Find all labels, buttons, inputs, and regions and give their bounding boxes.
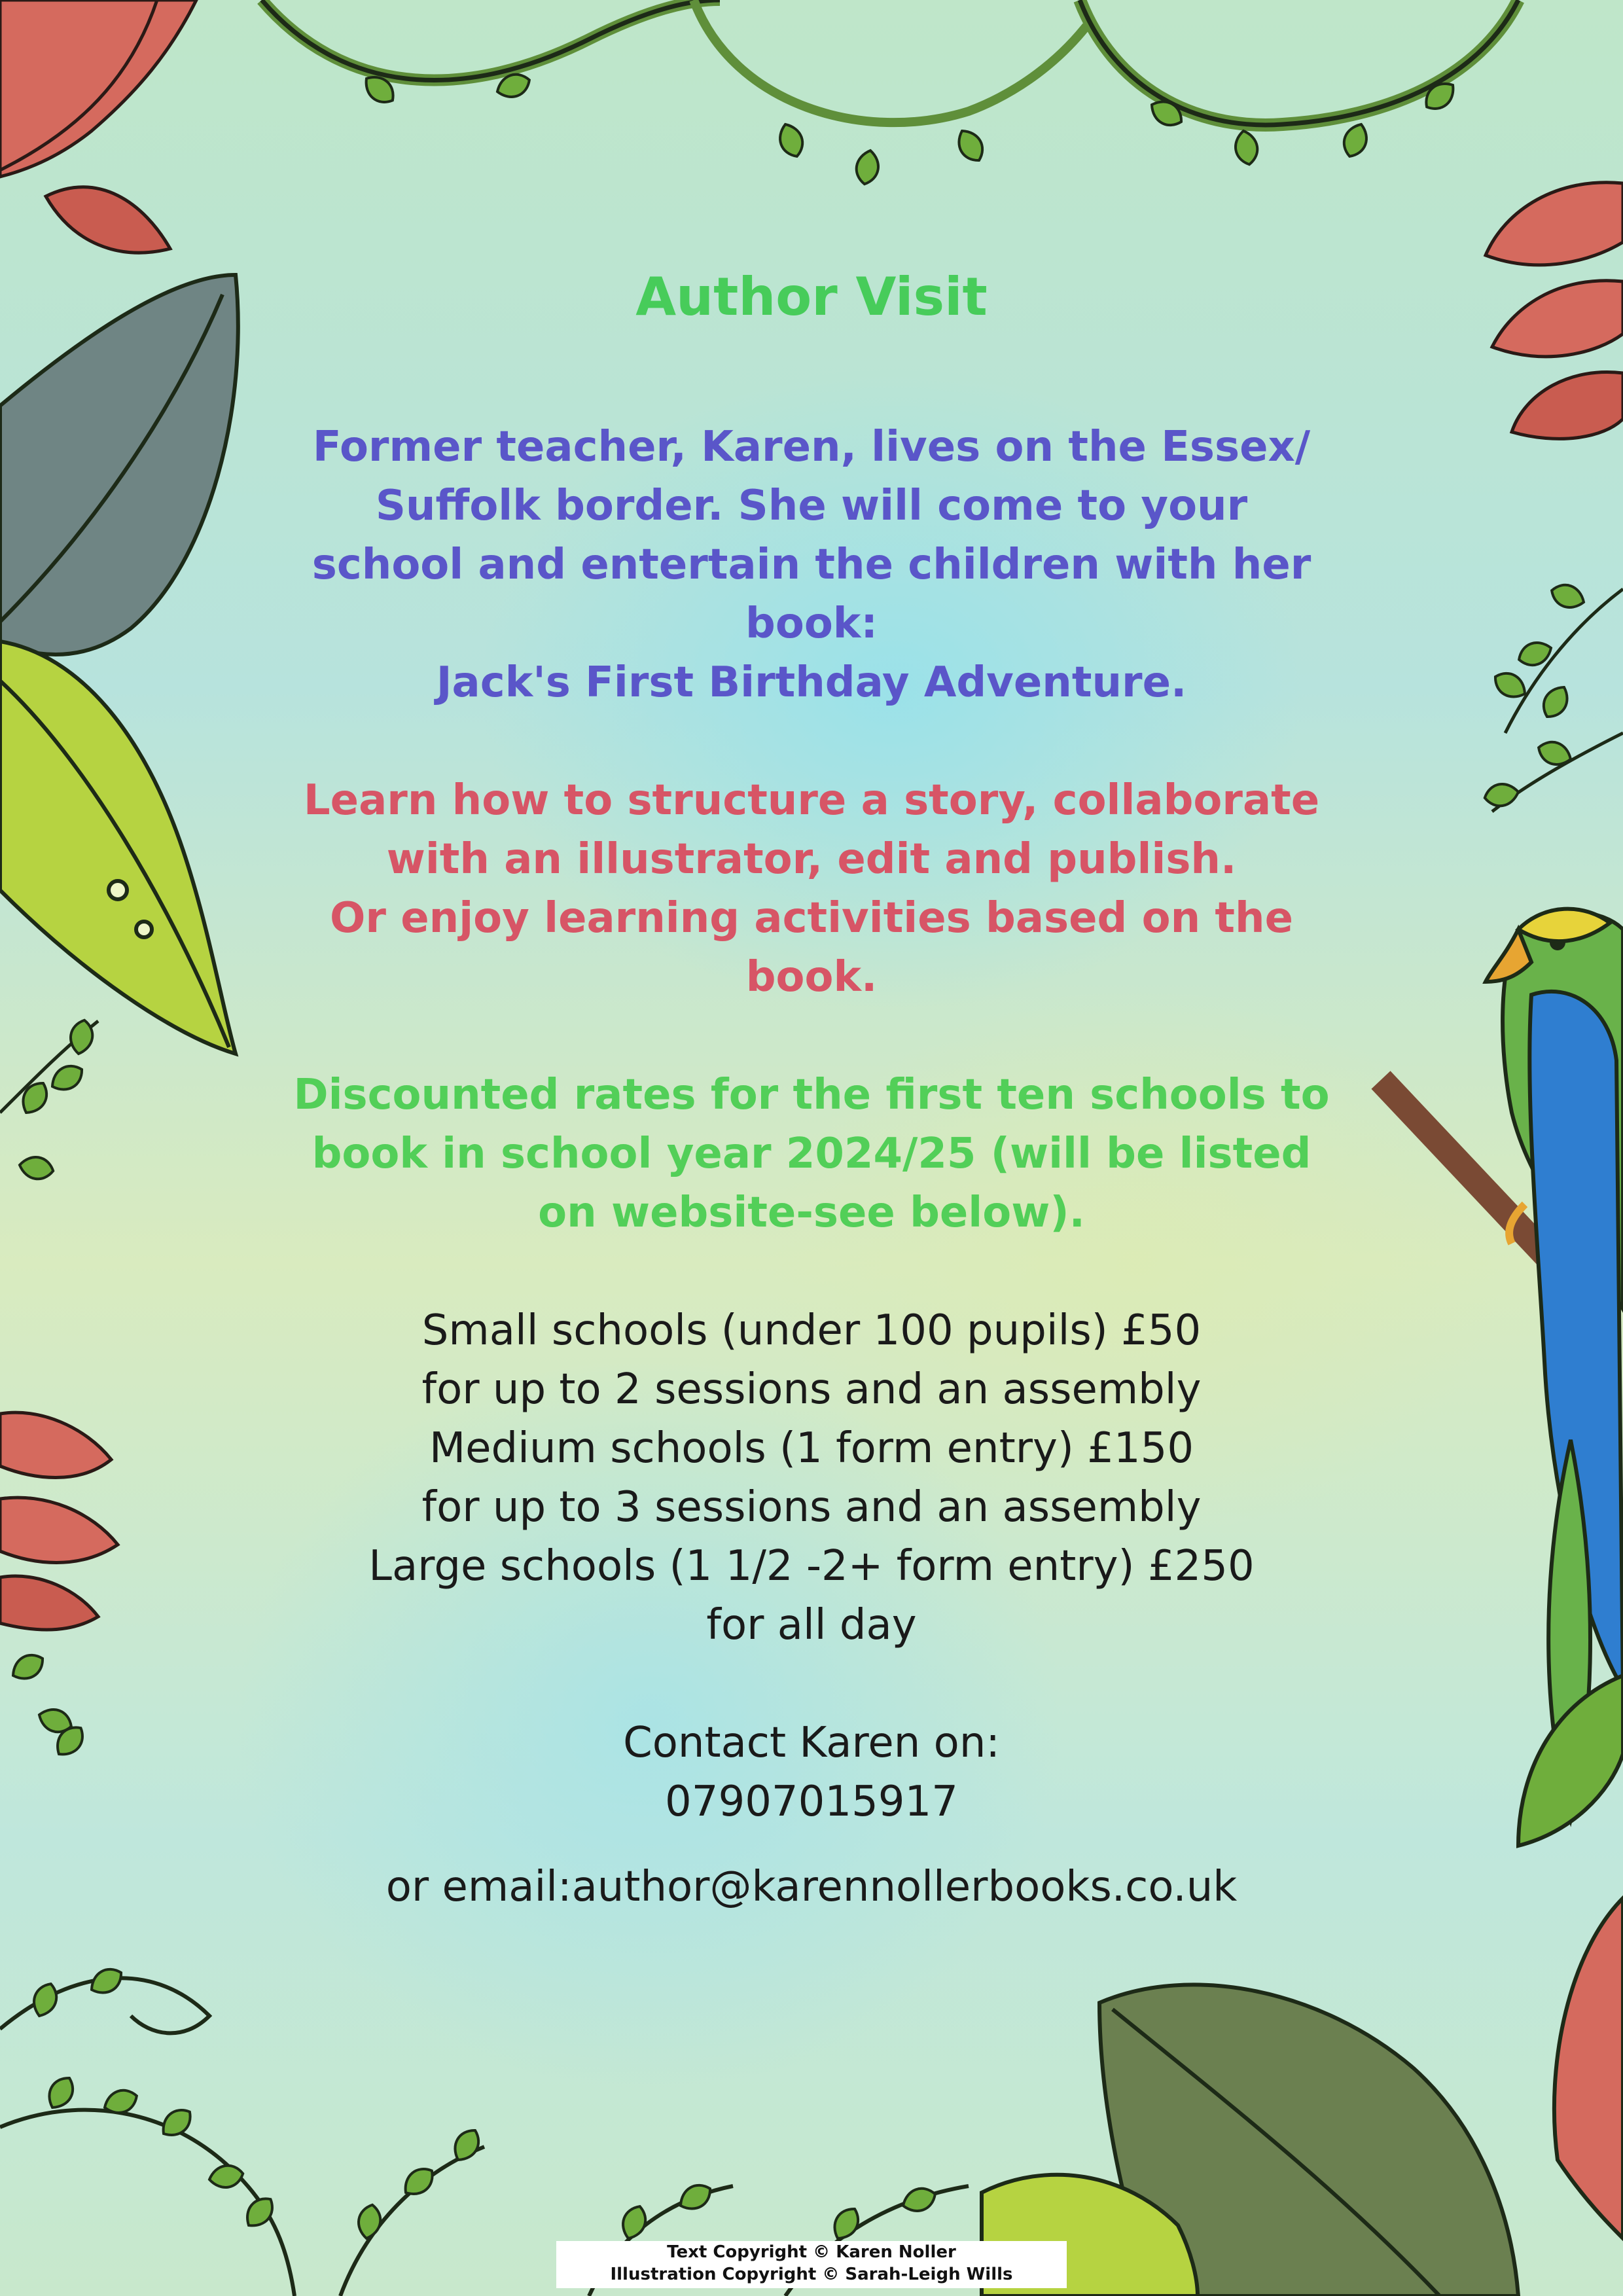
- text-copyright: Text Copyright © Karen Noller: [667, 2242, 956, 2262]
- right-lower-leaves: [1518, 1676, 1623, 2238]
- pricing-line: for all day: [706, 1601, 917, 1649]
- pricing-line: for up to 3 sessions and an assembly: [421, 1483, 1202, 1532]
- pricing-line: Medium schools (1 form entry) £150: [429, 1424, 1194, 1473]
- pricing-line: for up to 2 sessions and an assembly: [421, 1365, 1202, 1414]
- pricing-section: [275, 1301, 1348, 1655]
- pricing-line: Large schools (1 1/2 -2+ form entry) £250: [368, 1542, 1255, 1590]
- intro-line: Former teacher, Karen, lives on the Essex/: [312, 423, 1311, 471]
- contact-phone[interactable]: 07907015917: [665, 1778, 958, 1826]
- workshop-line: Or enjoy learning activities based on the: [330, 894, 1293, 942]
- contact-label: Contact Karen on:: [623, 1719, 1000, 1767]
- workshop-line: with an illustrator, edit and publish.: [386, 835, 1237, 884]
- left-lime-leaf: [0, 641, 236, 1054]
- intro-section: [275, 418, 1348, 712]
- intro-line: school and entertain the children with her: [312, 541, 1311, 589]
- workshop-line: book.: [745, 953, 878, 1001]
- left-grey-leaf: [0, 275, 238, 655]
- discount-line: on website-see below).: [538, 1189, 1085, 1237]
- pricing-line: Small schools (under 100 pupils) £50: [421, 1306, 1202, 1355]
- intro-line: book:: [745, 600, 878, 648]
- book-title: Jack's First Birthday Adventure.: [436, 658, 1187, 707]
- right-fern-branches: [1483, 581, 1623, 812]
- discount-section: [275, 1066, 1348, 1242]
- workshop-line: Learn how to structure a story, collaborate: [303, 776, 1320, 825]
- contact-email[interactable]: or email:author@karennollerbooks.co.uk: [385, 1863, 1238, 1911]
- discount-line: Discounted rates for the first ten schools to: [293, 1071, 1330, 1119]
- left-fern: [0, 1018, 98, 1761]
- intro-line: Suffolk border. She will come to your: [375, 482, 1248, 530]
- illustration-copyright: Illustration Copyright © Sarah-Leigh Wills: [610, 2265, 1013, 2284]
- workshop-section: [275, 771, 1348, 1007]
- flyer-content: [275, 268, 1348, 1916]
- top-vines: [262, 0, 1518, 125]
- page-title: Author Visit: [635, 266, 988, 327]
- right-red-fern: [1486, 183, 1623, 439]
- top-left-red-fern: [0, 0, 196, 253]
- contact-section: [275, 1713, 1348, 1916]
- copyright-footer: [556, 2241, 1067, 2288]
- discount-line: book in school year 2024/25 (will be listed: [312, 1130, 1311, 1178]
- parrot-illustration: [1381, 909, 1623, 1820]
- left-red-leaves: [0, 1412, 118, 1630]
